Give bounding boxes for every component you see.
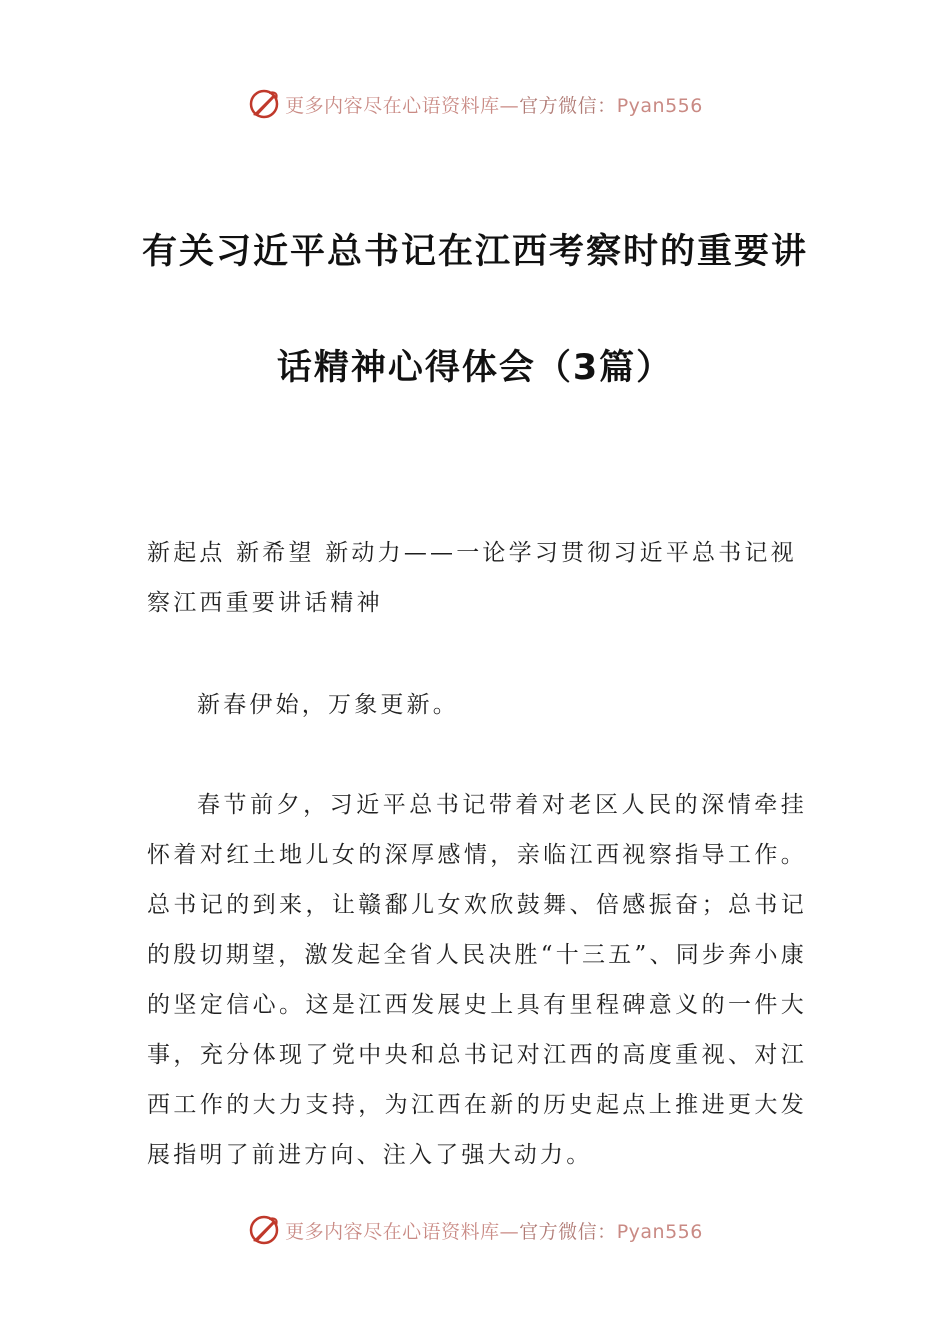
- banner-wechat-id: Pyan556: [616, 1220, 703, 1243]
- banner-separator: —: [499, 94, 520, 117]
- paragraph-1: 新春伊始，万象更新。: [197, 692, 459, 718]
- banner-separator: —: [499, 1220, 520, 1243]
- paragraph-2: 春节前夕，习近平总书记带着对老区人民的深情牵挂怀着对红土地儿女的深厚感情，亲临江西视察指导工作。总书记的到来，让赣鄱儿女欢欣鼓舞、倍感振奋；总书记的殷切期望，激发起全省人民决胜“十三五”、同步奔小康的坚定信心。这是江西发展史上具有里程碑意义的一件大事，充分体现了党中央和总书记对江西的高度重视、对江西工作的大力支持，为江西在新的历史起点上推进更大发展指明了前进方向、注入了强大动力。: [147, 792, 807, 1168]
- header-watermark-banner: [0, 82, 950, 126]
- banner-main-text: 更多内容尽在心语资料库: [285, 1220, 500, 1243]
- quill-logo-icon: [247, 87, 281, 121]
- banner-sub-text: 官方微信：: [519, 1220, 617, 1243]
- banner-sub-text: 官方微信：: [519, 94, 617, 117]
- article-subtitle: 新起点 新希望 新动力——一论学习贯彻习近平总书记视察江西重要讲话精神: [147, 540, 797, 616]
- document-title-line-1: 有关习近平总书记在江西考察时的重要讲: [141, 232, 808, 272]
- banner-main-text: 更多内容尽在心语资料库: [285, 94, 500, 117]
- quill-logo-icon: [247, 1213, 281, 1247]
- banner-wechat-id: Pyan556: [616, 94, 703, 117]
- footer-watermark-banner: [0, 1208, 950, 1252]
- document-title-line-2: 话精神心得体会（3篇）: [276, 348, 674, 388]
